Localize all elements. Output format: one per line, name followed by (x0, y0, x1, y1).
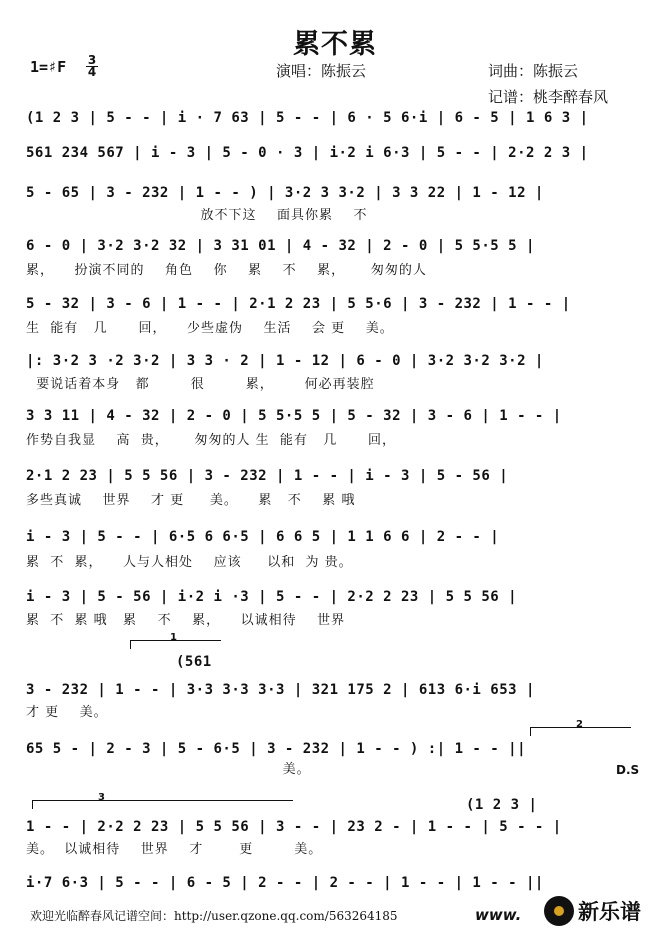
lyric-line-7: 作势自我显 高 贵， 匆匆的人 生 能有 几 回， (26, 433, 397, 448)
singer-credit: 演唱：陈振云 (276, 62, 367, 80)
logo-text: 新乐谱 (578, 900, 641, 924)
score-line-1: (1 2 3 | 5 - - | i · 7 63 | 5 - - | 6 · 5 6·i | 6 - 5 | 1 6 3 | (26, 110, 589, 126)
score-line-8: 2·1 2 23 | 5 5 56 | 3 - 232 | 1 - - | i - 3 | 5 - 56 | (26, 468, 509, 484)
score-line-13: 1 - - | 2·2 2 23 | 5 5 56 | 3 - - | 23 2 - | 1 - - | 5 - - | (26, 819, 562, 835)
lyric-line-13: 美。 以诚相待 世界 才 更 美。 (26, 842, 323, 857)
score-line-12: 65 5 - | 2 - 3 | 5 - 6·5 | 3 - 232 | 1 - - ) :| 1 - - || (26, 741, 527, 757)
volta-number-1: 1 (170, 632, 177, 643)
time-sig-top: 3 (87, 53, 97, 67)
score-line-14: i·7 6·3 | 5 - - | 6 - 5 | 2 - - | 2 - - | 1 - - | 1 - - || (26, 875, 544, 891)
record-disc-icon (544, 896, 574, 926)
lyric-line-5: 生 能有 几 回， 少些虚伪 生活 会 更 美。 (26, 321, 394, 336)
volta-bracket-3 (32, 800, 293, 809)
score-line-6: |: 3·2 3 ·2 3·2 | 3 3 · 2 | 1 - 12 | 6 - 0 | 3·2 3·2 3·2 | (26, 353, 544, 369)
score-line-4: 6 - 0 | 3·2 3·2 32 | 3 31 01 | 4 - 32 | 2 - 0 | 5 5·5 5 | (26, 238, 535, 254)
footer-site-text: www. (475, 906, 522, 924)
score-line-7: 3 3 11 | 4 - 32 | 2 - 0 | 5 5·5 5 | 5 - 32 | 3 - 6 | 1 - - | (26, 408, 562, 424)
score-line-11: 3 - 232 | 1 - - | 3·3 3·3 3·3 | 321 175 2 | 613 6·i 653 | (26, 682, 535, 698)
time-signature (86, 55, 98, 78)
dal-segno-label: D.S (616, 763, 640, 777)
volta-number-2: 2 (576, 719, 583, 730)
lyric-line-11: 才 更 美。 (26, 705, 108, 720)
score-line-11-upper: (561 (176, 654, 212, 670)
lyric-line-4: 累， 扮演不同的 角色 你 累 不 累， 匆匆的人 (26, 263, 427, 278)
score-line-3: 5 - 65 | 3 - 232 | 1 - - ) | 3·2 3 3·2 | 3 3 22 | 1 - 12 | (26, 185, 544, 201)
site-logo (544, 894, 641, 928)
composer-credit: 词曲：陈振云 (488, 62, 579, 80)
key-signature: 1=♯F (30, 58, 67, 76)
lyric-line-9: 累 不 累， 人与人相处 应该 以和 为 贵。 (26, 555, 353, 570)
score-line-5: 5 - 32 | 3 - 6 | 1 - - | 2·1 2 23 | 5 5·6 | 3 - 232 | 1 - - | (26, 296, 571, 312)
score-line-10: i - 3 | 5 - 56 | i·2 i ·3 | 5 - - | 2·2 2 23 | 5 5 56 | (26, 589, 518, 605)
lyric-line-10: 累 不 累 哦 累 不 累， 以诚相待 世界 (26, 613, 346, 628)
score-line-2: 561 234 567 | i - 3 | 5 - 0 · 3 | i·2 i 6·3 | 5 - - | 2·2 2 3 | (26, 145, 589, 161)
lyric-line-8: 多些真诚 世界 才 更 美。 累 不 累 哦 (26, 493, 356, 508)
score-line-13-upper: (1 2 3 | (466, 797, 538, 813)
score-line-9: i - 3 | 5 - - | 6·5 6 6·5 | 6 6 5 | 1 1 6 6 | 2 - - | (26, 529, 500, 545)
volta-number-3: 3 (98, 792, 105, 803)
lyric-line-3: 放不下这 面具你累 不 (26, 208, 368, 223)
footer-url-text: 欢迎光临醉春风记谱空间：http://user.qzone.qq.com/563264185 (30, 909, 398, 923)
transcriber-credit: 记谱：桃李醉春风 (488, 88, 609, 106)
song-title: 累不累 (293, 29, 377, 60)
lyric-line-6: 要说话着本身 都 很 累， 何必再装腔 (26, 377, 375, 392)
lyric-line-12: 美。 (26, 762, 311, 777)
time-sig-bottom: 4 (87, 65, 97, 79)
